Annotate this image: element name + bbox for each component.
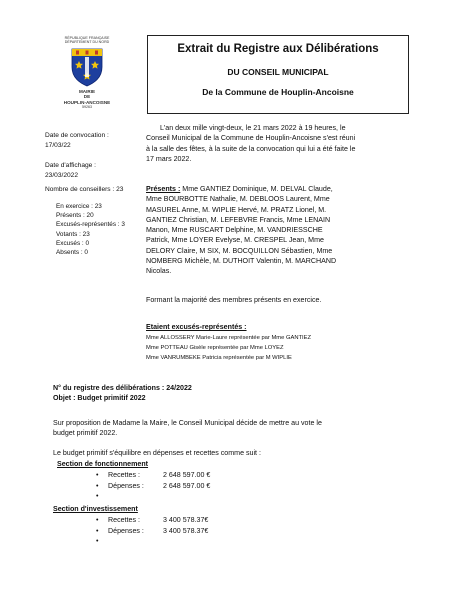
bullet-glyph: • [96, 516, 99, 524]
excuse-item: Mme ALLOSSERY Marie-Laure représentée par Mme GANTIEZ [146, 335, 312, 341]
republic-line-1: RÉPUBLIQUE FRANÇAISE [64, 36, 110, 40]
row-label: Recettes : [108, 516, 140, 524]
postcode: 59263 [82, 105, 92, 110]
row-value: 3 400 578.37€ [163, 526, 209, 535]
proposition-line: budget primitif 2022. [53, 429, 118, 438]
row-value: 3 400 578.37€ [163, 516, 209, 524]
investissement-title: Section d'investissement [53, 505, 138, 513]
mayor-line-2: DE [83, 94, 91, 100]
affichage-date: 23/03/2022 [45, 171, 79, 179]
coat-of-arms-icon [70, 47, 104, 87]
presents-line: MASUREL Anne, M. WIPLIE Hervé, M. PRATZ Lionel, M. [146, 205, 327, 214]
presents-line: GANTIEZ Christian, M. LEFEBVRE Francis, Mme LENAIN [146, 215, 331, 224]
mayor-line-1: MAIRIE [78, 88, 96, 94]
registre-number: N° du registre des délibérations : 24/2022 [53, 384, 192, 392]
equilibre-text: Le budget primitif s'équilibre en dépenses et recettes comme suit : [53, 449, 261, 457]
proposition-line: Sur proposition de Madame la Maire, le Conseil Municipal décide de mettre au vote le [53, 419, 322, 427]
proposition-paragraph [53, 418, 413, 439]
bullet-glyph: • [96, 471, 99, 479]
presents-label: Présents : [146, 185, 181, 193]
investissement-row-depenses [96, 526, 208, 537]
stat-absents: Absents : 0 [56, 249, 88, 257]
mayor-line-3: HOUPLIN-ANCOISNE [63, 99, 111, 105]
stat-excuses-representes: Excusés-représentés : 3 [56, 221, 125, 229]
row-value: 2 648 597.00 € [163, 471, 211, 479]
convocation-block [45, 131, 109, 150]
fonctionnement-row-depenses [96, 481, 210, 492]
row-label: Recettes : [108, 471, 140, 479]
fonctionnement-title: Section de fonctionnement [57, 460, 149, 468]
stat-votants: Votants : 23 [56, 230, 90, 238]
presents-line: DELORY Claire, M SIX, M. BOCQUILLON Sébastien, Mme [146, 246, 333, 255]
convocation-label: Date de convocation : [45, 132, 109, 139]
conseillers-count: Nombre de conseillers : 23 [45, 186, 124, 193]
intro-line: L'an deux mille vingt-deux, le 21 mars 2022 à 19 heures, le [160, 124, 346, 132]
council-title: DU CONSEIL MUNICIPAL [227, 67, 329, 77]
intro-line: à la salle des fêtes, à la suite de la convocation qui lui a été faite le [146, 144, 356, 153]
row-value: 2 648 597.00 € [163, 481, 211, 490]
bullet-glyph: • [96, 537, 99, 546]
fonctionnement-row-recettes [96, 470, 210, 481]
bullet-glyph: • [96, 526, 99, 535]
objet: Objet : Budget primitif 2022 [53, 394, 146, 402]
stat-en-exercice: En exercice : 23 [56, 203, 102, 210]
affichage-label: Date d'affichage : [45, 162, 96, 169]
row-label: Dépenses : [108, 481, 144, 490]
document-title: Extrait du Registre aux Délibérations [177, 43, 379, 55]
excuses-list [146, 333, 410, 363]
fonctionnement-row-empty [96, 491, 210, 502]
investissement-row-empty [96, 536, 208, 547]
presents-line: Manon, Mme RUSCART Delphine, M. VANDRIESSCHE [146, 226, 323, 235]
presents-line-text: Mme GANTIEZ Dominique, M. DELVAL Claude, [180, 185, 333, 193]
intro-paragraph [146, 123, 410, 164]
presents-line: Patrick, Mme LOYER Evelyse, M. CRESPEL Jean, Mme [146, 236, 324, 245]
council-stats [56, 202, 125, 257]
presents-line: NOMBERG Michèle, M. DUTHOIT Valentin, M. MARCHAND [146, 257, 337, 266]
stat-presents: Présents : 20 [56, 212, 94, 220]
convocation-date: 17/03/22 [45, 141, 71, 149]
excuses-label: Etaient excusés-représentés : [146, 323, 247, 331]
commune-logo [52, 36, 122, 109]
stat-excuses: Excusés : 0 [56, 239, 90, 247]
intro-line: Conseil Municipal de la Commune de Houplin-Ancoisne s'est réuni [146, 134, 356, 143]
presents-line: Nicolas. [146, 267, 172, 276]
investissement-row-recettes [96, 515, 208, 526]
intro-line: 17 mars 2022. [146, 154, 192, 163]
row-label: Dépenses : [108, 526, 144, 535]
republic-line-2: DÉPARTEMENT DU NORD [64, 40, 110, 45]
excuse-item: Mme POTTEAU Gisèle représentée par Mme LOYEZ [146, 345, 284, 351]
bullet-glyph: • [96, 492, 99, 501]
commune-title: De la Commune de Houplin-Ancoisne [202, 87, 354, 97]
excuse-item: Mme VANRUMBEKE Patricia représentée par M WIPLIE [146, 355, 292, 361]
fonctionnement-table [96, 470, 210, 502]
presents-line [146, 184, 410, 194]
bullet-glyph: • [96, 481, 99, 490]
affichage-block [45, 161, 96, 180]
investissement-table [96, 515, 208, 547]
presents-line: Mme BOURBOTTE Nathalie, M. DEBLOOS Laurent, Mme [146, 195, 330, 204]
header-box [147, 35, 409, 114]
majorite-text: Formant la majorité des membres présents en exercice. [146, 296, 322, 304]
presents-paragraph [146, 184, 410, 277]
